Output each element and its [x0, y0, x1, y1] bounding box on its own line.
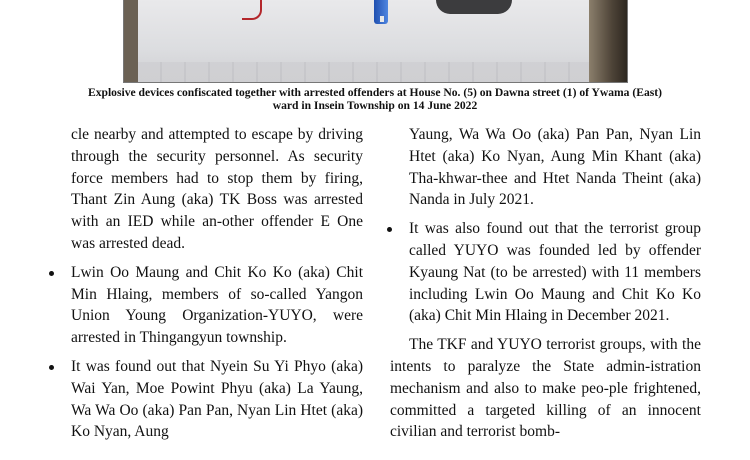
right-column [390, 124, 701, 443]
photo-right-edge [589, 0, 627, 83]
bullet-dot [387, 227, 392, 232]
metal-container [436, 0, 512, 14]
bullet-dot [49, 271, 54, 276]
bullet-item-yuyo-arrest [71, 262, 363, 349]
bottle-cap [380, 16, 384, 22]
caption-line-1: Explosive devices confiscated together with arrested offenders at House No. (5) on Dawna street (1) of Ywama (East) [87, 86, 662, 99]
bullet-text: It was found out that Nyein Su Yi Phyo (aka) Wai Yan, Moe Powint Phyu (aka) La Yaung, Wa Wa Oo (aka) Pan Pan, Nyan Lin Htet (aka) Ko Nyan, Aung [71, 357, 363, 441]
bullet-item-members-found [71, 356, 363, 443]
bullet-dot [49, 365, 54, 370]
bullet-text: Lwin Oo Maung and Chit Ko Ko (aka) Chit Min Hlaing, members of so-called Yangon Union Young Organization-YUYO, were arrested in Thingangyun township. [71, 263, 363, 347]
confiscated-explosives-photo [123, 0, 628, 83]
bullet-text: It was also found out that the terrorist group called YUYO was founded led by offender Kyaung Nat (to be arrested) with 11 members including Lwin Oo Maung and Chit Ko Ko (aka) Chit Min Hlaing in December 2021. [409, 220, 701, 325]
tkf-yuyo-paragraph: The TKF and YUYO terrorist groups, with the intents to paralyze the State admin-istration mechanism and also to make peo-ple frightened, committed a targeted killing of an innocent civilian and terrorist bomb- [390, 336, 701, 441]
left-continued-paragraph: cle nearby and attempted to escape by driving through the security personnel. As security force members had to stop them by firing, Thant Zin Aung (aka) TK Boss was arrested with an IED while an-other offender E One was arrested dead. [71, 126, 363, 252]
bullet-item-yuyo-founded [409, 218, 701, 327]
caption-line-2: ward in Insein Township on 14 June 2022 [272, 99, 478, 112]
photo-left-edge [124, 0, 138, 83]
red-wire [242, 0, 262, 20]
right-continued-paragraph: Yaung, Wa Wa Oo (aka) Pan Pan, Nyan Lin Htet (aka) Ko Nyan, Aung Min Khant (aka) Tha-khwar-thee and Htet Nanda Theint (aka) Nanda in July 2021. [409, 126, 701, 209]
photo-caption [40, 86, 710, 112]
tiled-floor [138, 62, 589, 82]
left-column [71, 124, 363, 443]
